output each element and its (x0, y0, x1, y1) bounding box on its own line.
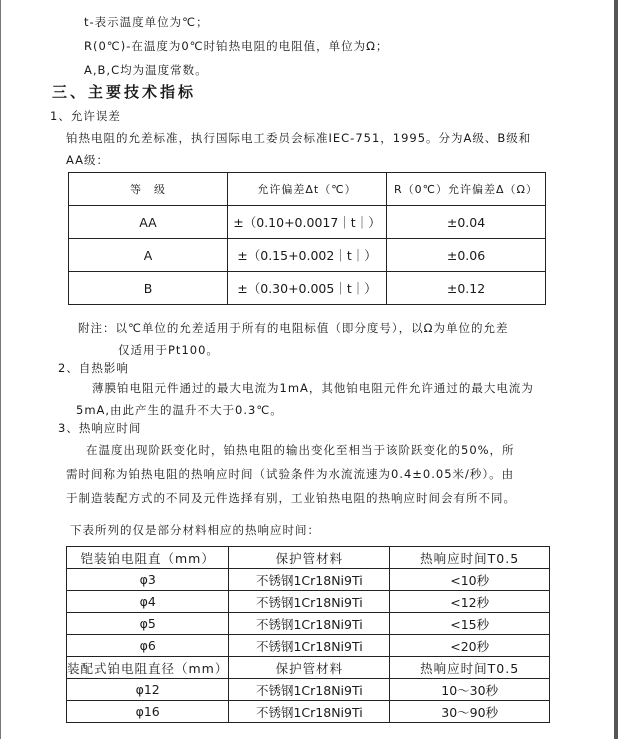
header-cell: 保护管材料 (229, 547, 390, 569)
header-cell: 铠装铂电阻直（mm） (67, 547, 229, 569)
material-cell: 不锈钢1Cr18Ni9Ti (229, 569, 390, 591)
tolerance-cell: ±（0.15+0.002｜t｜） (228, 239, 387, 272)
response-time-cell: 30～90秒 (390, 701, 550, 723)
diameter-cell: φ3 (67, 569, 229, 591)
page-left-edge (0, 0, 1, 739)
material-cell: 不锈钢1Cr18Ni9Ti (229, 635, 390, 657)
diameter-cell: φ12 (67, 679, 229, 701)
item1-title: 1、允许误差 (50, 109, 121, 123)
definition-r0: R(0℃)-在温度为0℃时铂热电阻的电阻值，单位为Ω； (84, 39, 389, 53)
table-row (69, 206, 546, 239)
item2-paragraph-line2: 5mA,由此产生的温升不大于0.3℃。 (76, 403, 283, 417)
response-time-cell: <12秒 (390, 591, 550, 613)
header-cell: 装配式铂电阻直径（mm） (67, 657, 229, 679)
section-heading: 三、主要技术指标 (52, 83, 197, 101)
table-row (67, 701, 550, 723)
header-cell: 热响应时间T0.5 (390, 657, 550, 679)
resistance-tolerance-cell: ±0.12 (387, 272, 546, 305)
item1-paragraph-line1: 铂热电阻的允差标准，执行国际电工委员会标准IEC-751，1995。分为A级、B级和 (66, 131, 532, 145)
definition-abc: A,B,C均为温度常数。 (84, 63, 208, 77)
material-cell: 不锈钢1Cr18Ni9Ti (229, 613, 390, 635)
response-time-table (66, 546, 550, 723)
diameter-cell: φ6 (67, 635, 229, 657)
material-cell: 不锈钢1Cr18Ni9Ti (229, 591, 390, 613)
header-cell: 热响应时间T0.5 (390, 547, 550, 569)
page-right-border (614, 0, 618, 739)
response-table-intro: 下表所列的仅是部分材料相应的热响应时间： (70, 523, 320, 537)
item2-paragraph-line1: 薄膜铂电阻元件通过的最大电流为1mA，其他铂电阻元件允许通过的最大电流为 (92, 381, 534, 395)
grade-cell: AA (69, 206, 228, 239)
table-row (69, 239, 546, 272)
header-cell: 等 级 (69, 173, 228, 206)
table-row (67, 635, 550, 657)
item2-title: 2、自热影响 (58, 361, 129, 375)
response-time-cell: <20秒 (390, 635, 550, 657)
header-cell: 保护管材料 (229, 657, 390, 679)
header-cell: R（0℃）允许偏差Δ（Ω） (387, 173, 546, 206)
item3-paragraph-line3: 于制造装配方式的不同及元件选择有别，工业铂热电阻的热响应时间会有所不同。 (66, 491, 516, 505)
item3-title: 3、热响应时间 (58, 421, 142, 435)
table-row (69, 272, 546, 305)
definition-t: t-表示温度单位为℃； (84, 15, 209, 29)
table-row (67, 569, 550, 591)
item3-paragraph-line2: 需时间称为铂热电阻的热响应时间（试验条件为水流流速为0.4±0.05米/秒）。由 (66, 467, 515, 481)
response-time-cell: <10秒 (390, 569, 550, 591)
table-header-row (67, 547, 550, 569)
note-line2: 仅适用于Pt100。 (118, 343, 219, 357)
note-line1: 附注：以℃单位的允差适用于所有的电阻标值（即分度号），以Ω为单位的允差 (78, 321, 509, 335)
resistance-tolerance-cell: ±0.04 (387, 206, 546, 239)
tolerance-cell: ±（0.30+0.005｜t｜） (228, 272, 387, 305)
table-subheader-row (67, 657, 550, 679)
response-time-cell: <15秒 (390, 613, 550, 635)
response-time-cell: 10～30秒 (390, 679, 550, 701)
tolerance-table (68, 172, 546, 305)
grade-cell: B (69, 272, 228, 305)
table-header-row (69, 173, 546, 206)
item1-paragraph-line2: AA级： (66, 153, 110, 167)
diameter-cell: φ5 (67, 613, 229, 635)
resistance-tolerance-cell: ±0.06 (387, 239, 546, 272)
table-row (67, 591, 550, 613)
material-cell: 不锈钢1Cr18Ni9Ti (229, 679, 390, 701)
item3-paragraph-line1: 在温度出现阶跃变化时，铂热电阻的输出变化至相当于该阶跃变化的50%，所 (86, 443, 515, 457)
table-row (67, 679, 550, 701)
table-row (67, 613, 550, 635)
tolerance-cell: ±（0.10+0.0017｜t｜） (228, 206, 387, 239)
header-cell: 允许偏差Δt（℃） (228, 173, 387, 206)
material-cell: 不锈钢1Cr18Ni9Ti (229, 701, 390, 723)
diameter-cell: φ16 (67, 701, 229, 723)
diameter-cell: φ4 (67, 591, 229, 613)
grade-cell: A (69, 239, 228, 272)
